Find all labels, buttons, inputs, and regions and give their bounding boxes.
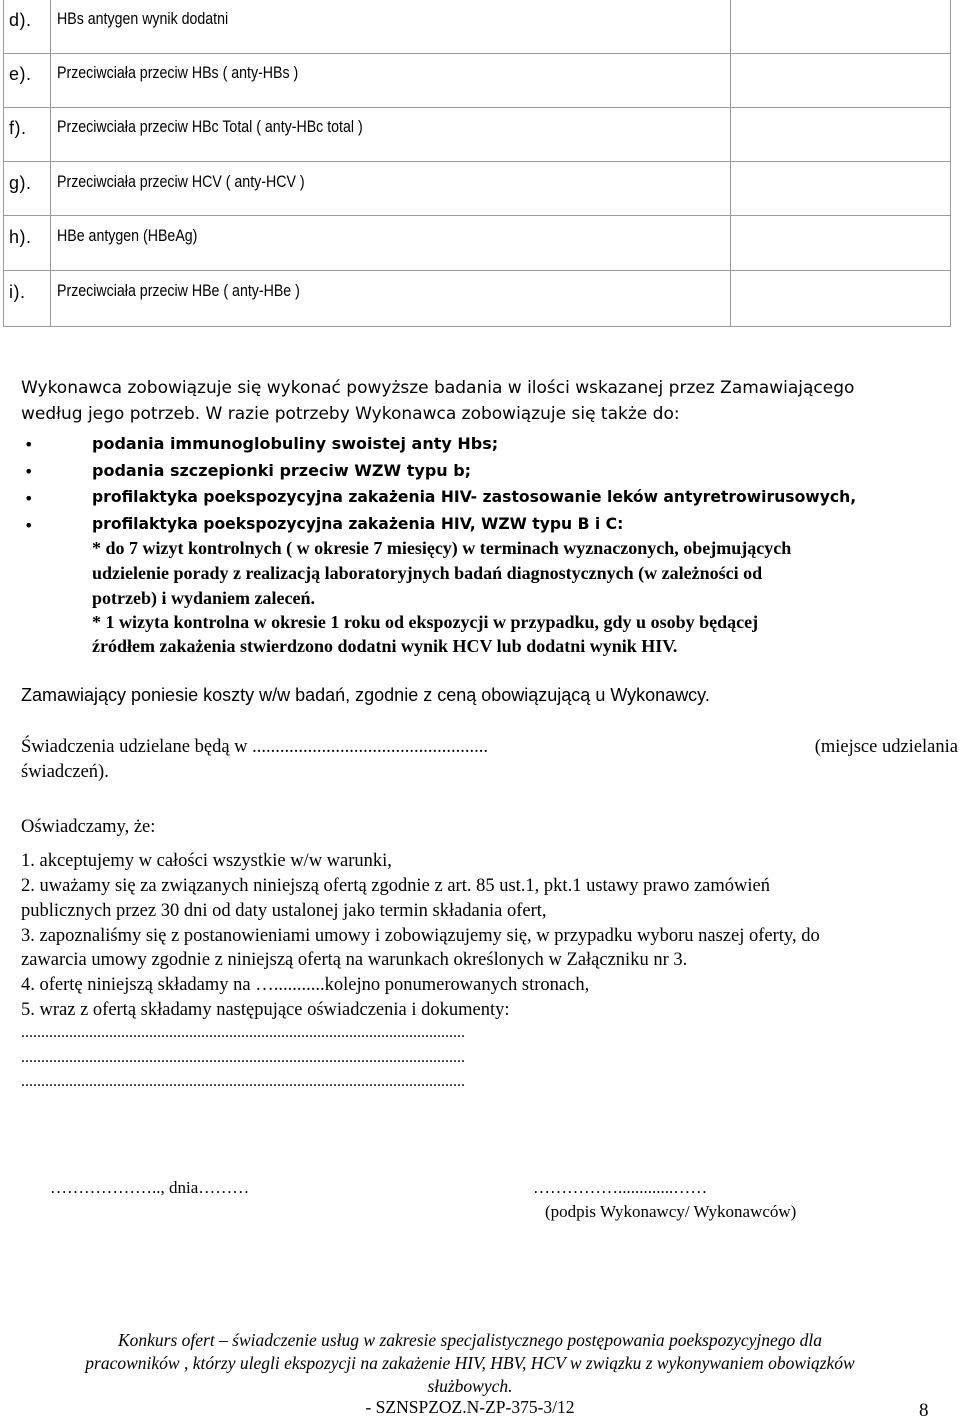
row-text: Przeciwciała przeciw HBs ( anty-HBs ) xyxy=(57,64,299,82)
footer-line-1: Konkurs ofert – świadczenie usług w zakresie specjalistycznego postępowania poekspozycyjnego dla xyxy=(117,1330,823,1350)
place-label: Świadczenia udzielane będą w xyxy=(21,737,253,757)
bullet-icon: • xyxy=(24,489,34,508)
row-letter: h). xyxy=(9,227,32,247)
signature-line: …………….............…… xyxy=(533,1178,708,1197)
intro-line-1: Wykonawca zobowiązuje się wykonać powyższe badania w ilości wskazanej przez Zamawiającego xyxy=(21,378,855,398)
row-text: HBs antygen wynik dodatni xyxy=(57,10,229,28)
test-table xyxy=(3,0,951,327)
bullet-item: podania immunoglobuliny swoistej anty Hbs; xyxy=(92,434,499,453)
declare-item: publicznych przez 30 dni od daty ustalonej jako termin składania ofert, xyxy=(21,901,547,921)
row-letter: g). xyxy=(9,173,32,193)
table-border-left xyxy=(3,0,4,327)
declare-item: 3. zapoznaliśmy się z postanowieniami umowy i zobowiązujemy się, w przypadku wyboru naszej oferty, do xyxy=(21,926,820,946)
declare-item: 2. uważamy się za związanych niniejszą ofertą zgodnie z art. 85 ust.1, pkt.1 ustawy prawo zamówień xyxy=(21,876,770,896)
footer-line-3: służbowych. xyxy=(427,1376,513,1396)
date-line: ……………….., dnia……… xyxy=(50,1178,250,1197)
row-text: Przeciwciała przeciw HBc Total ( anty-HBc total ) xyxy=(57,118,363,136)
row-text: Przeciwciała przeciw HCV ( anty-HCV ) xyxy=(57,173,305,191)
footer-doc-number: - SZNSPZOZ.N-ZP-375-3/12 xyxy=(365,1397,575,1417)
row-text: Przeciwciała przeciw HBe ( anty-HBe ) xyxy=(57,282,300,300)
declare-item: 5. wraz z ofertą składamy następujące oświadczenia i dokumenty: xyxy=(21,1000,510,1020)
signature-caption: (podpis Wykonawcy/ Wykonawców) xyxy=(545,1202,797,1221)
table-row-divider xyxy=(3,270,951,271)
table-divider xyxy=(50,0,51,327)
dot-line: ............................................................................................................... xyxy=(21,1024,465,1041)
place-line-left xyxy=(21,737,488,758)
table-border-bottom xyxy=(3,326,951,327)
declare-heading: Oświadczamy, że: xyxy=(21,817,156,837)
row-letter: e). xyxy=(9,64,32,84)
visits-line: * do 7 wizyt kontrolnych ( w okresie 7 miesięcy) w terminach wyznaczonych, obejmujących xyxy=(92,538,792,558)
bullet-icon: • xyxy=(24,462,34,481)
bullet-icon: • xyxy=(24,516,34,535)
place-line-2: świadczeń). xyxy=(21,762,109,782)
declare-item: 1. akceptujemy w całości wszystkie w/w warunki, xyxy=(21,851,392,871)
bullet-item: profilaktyka poekspozycyjna zakażenia HIV- zastosowanie leków antyretrowirusowych, xyxy=(92,488,857,506)
declare-item: 4. ofertę niniejszą składamy na …...........kolejno ponumerowanych stronach, xyxy=(21,975,590,995)
table-row-divider xyxy=(3,107,951,108)
table-row-divider xyxy=(3,215,951,216)
table-border-right xyxy=(950,0,951,327)
footer-line-2: pracowników , którzy ulegli ekspozycji na zakażenie HIV, HBV, HCV w związku z wykonywaniem obowiązków xyxy=(85,1353,855,1373)
table-row-divider xyxy=(3,161,951,162)
bullet-item: podania szczepionki przeciw WZW typu b; xyxy=(92,461,472,480)
bullet-item: profilaktyka poekspozycyjna zakażenia HIV, WZW typu B i C: xyxy=(92,515,624,533)
visits-line: potrzeb) i wydaniem zaleceń. xyxy=(92,588,315,608)
table-divider xyxy=(730,0,731,327)
costs-text: Zamawiający poniesie koszty w/w badań, zgodnie z ceną obowiązującą u Wykonawcy. xyxy=(21,685,710,705)
intro-line-2: według jego potrzeb. W razie potrzeby Wykonawca zobowiązuje się także do: xyxy=(21,404,680,424)
page-number: 8 xyxy=(919,1400,929,1421)
row-letter: f). xyxy=(9,118,27,138)
table-row-divider xyxy=(3,53,951,54)
bullet-icon: • xyxy=(24,435,34,454)
row-text: HBe antygen (HBeAg) xyxy=(57,227,198,245)
declare-item: zawarcia umowy zgodnie z niniejszą ofertą na warunkach określonych w Załączniku nr 3. xyxy=(21,950,688,970)
dot-line: ............................................................................................................... xyxy=(21,1049,465,1066)
place-line-right: (miejsce udzielania xyxy=(814,737,958,757)
row-letter: d). xyxy=(9,10,32,30)
visits-line: udzielenie porady z realizacją laboratoryjnych badań diagnostycznych (w zależności od xyxy=(92,563,763,583)
dot-line: ............................................................................................................... xyxy=(21,1073,465,1090)
visits-line: * 1 wizyta kontrolna w okresie 1 roku od ekspozycji w przypadku, gdy u osoby będącej xyxy=(92,612,759,632)
visits-line: źródłem zakażenia stwierdzono dodatni wynik HCV lub dodatni wynik HIV. xyxy=(92,636,678,656)
row-letter: i). xyxy=(9,282,26,302)
place-dots: ................................................... xyxy=(252,737,489,757)
